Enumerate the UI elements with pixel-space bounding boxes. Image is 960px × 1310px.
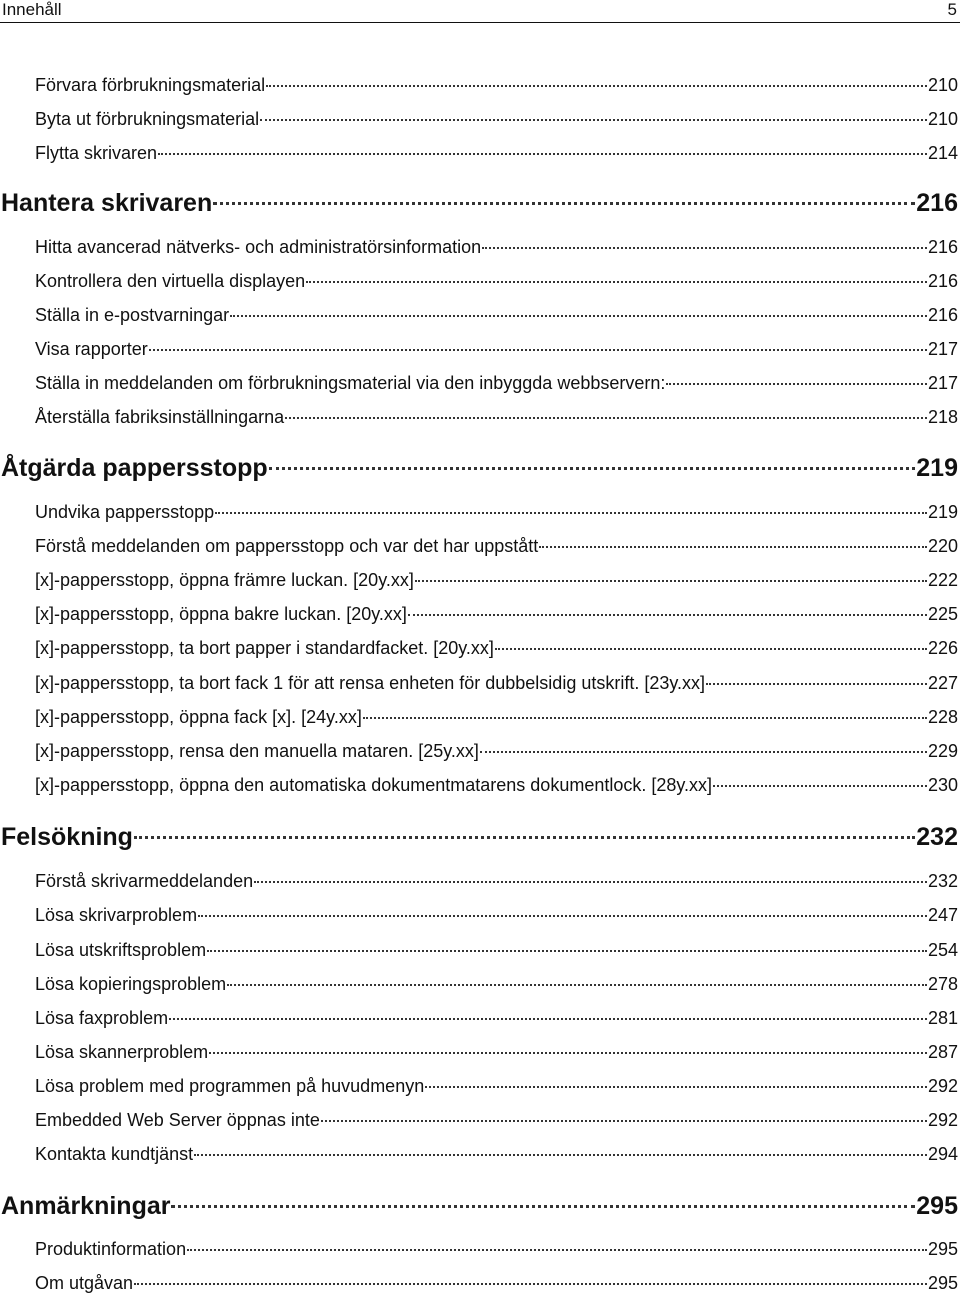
toc-entry-title: [x]‑pappersstopp, öppna bakre luckan. [20y.xx] <box>35 604 407 624</box>
toc-leader-dots <box>230 315 927 317</box>
toc-entry[interactable] <box>35 534 958 558</box>
toc-entry-title: Visa rapporter <box>35 339 148 359</box>
toc-leader-dots <box>480 751 927 753</box>
toc-entry[interactable] <box>35 405 958 429</box>
toc-entry-title: Ställa in e-postvarningar <box>35 305 230 325</box>
toc-entry-title: Undvika pappersstopp <box>35 502 215 522</box>
toc-entry-title: Om utgåvan <box>35 1273 134 1293</box>
toc-leader-dots <box>194 1154 927 1156</box>
toc-leader-dots <box>254 881 927 883</box>
toc-chapter-entry[interactable] <box>1 452 958 484</box>
toc-entry-page-number: 295 <box>927 1239 958 1259</box>
toc-entry[interactable] <box>35 903 958 927</box>
toc-leader-dots <box>207 950 927 952</box>
toc-leader-dots <box>713 785 927 787</box>
toc-leader-dots <box>149 349 927 351</box>
toc-entry-title: [x]‑pappersstopp, öppna fack [x]. [24y.xx] <box>35 707 362 727</box>
toc-entry-title: Lösa faxproblem <box>35 1008 169 1028</box>
page-header <box>0 0 960 24</box>
toc-entry[interactable] <box>35 1271 958 1295</box>
toc-entry-title: Felsökning <box>1 823 133 851</box>
toc-entry-page-number: 294 <box>927 1144 958 1164</box>
toc-leader-dots <box>306 281 927 283</box>
toc-entry-page-number: 254 <box>927 940 958 960</box>
toc-entry-title: Förvara förbrukningsmaterial <box>35 75 266 95</box>
toc-entry-title: Lösa skannerproblem <box>35 1042 209 1062</box>
toc-entry[interactable] <box>35 602 958 626</box>
toc-entry[interactable] <box>35 568 958 592</box>
header-rule <box>0 22 960 23</box>
toc-entry[interactable] <box>35 107 958 131</box>
toc-leader-dots <box>285 417 927 419</box>
toc-entry-page-number: 219 <box>927 502 958 522</box>
toc-entry-title: Embedded Web Server öppnas inte <box>35 1110 320 1130</box>
toc-entry-page-number: 278 <box>927 974 958 994</box>
toc-entry[interactable] <box>35 705 958 729</box>
toc-leader-dots <box>215 512 927 514</box>
toc-entry-title: Åtgärda pappersstopp <box>1 454 268 482</box>
toc-entry-title: Lösa problem med programmen på huvudmenyn <box>35 1076 425 1096</box>
toc-chapter-entry[interactable] <box>1 821 958 853</box>
toc-entry-title: Lösa skrivarproblem <box>35 905 198 925</box>
toc-leader-dots <box>209 1052 927 1054</box>
toc-entry[interactable] <box>35 337 958 361</box>
toc-leader-dots <box>269 467 916 470</box>
toc-leader-dots <box>363 717 927 719</box>
toc-leader-dots <box>415 580 927 582</box>
toc-entry[interactable] <box>35 1237 958 1261</box>
toc-leader-dots <box>706 683 927 685</box>
toc-entry-page-number: 214 <box>927 143 958 163</box>
header-page-number: 5 <box>947 0 957 19</box>
toc-entry-page-number: 217 <box>927 373 958 393</box>
toc-leader-dots <box>260 119 927 121</box>
toc-entry[interactable] <box>35 739 958 763</box>
toc-entry-title: Kontakta kundtjänst <box>35 1144 194 1164</box>
toc-entry-page-number: 292 <box>927 1110 958 1130</box>
toc-entry-title: Anmärkningar <box>1 1192 171 1220</box>
toc-entry[interactable] <box>35 500 958 524</box>
toc-entry-page-number: 281 <box>927 1008 958 1028</box>
toc-entry-page-number: 220 <box>927 536 958 556</box>
toc-entry-page-number: 219 <box>916 454 958 482</box>
toc-entry[interactable] <box>35 73 958 97</box>
toc-entry-title: Återställa fabriksinställningarna <box>35 407 285 427</box>
toc-leader-dots <box>495 648 927 650</box>
toc-leader-dots <box>158 153 927 155</box>
toc-entry-title: Förstå meddelanden om pappersstopp och var det har uppstått <box>35 536 539 556</box>
toc-entry-page-number: 210 <box>927 109 958 129</box>
toc-entry-page-number: 228 <box>927 707 958 727</box>
toc-leader-dots <box>266 85 927 87</box>
toc-entry-title: Lösa utskriftsproblem <box>35 940 207 960</box>
toc-entry-page-number: 225 <box>927 604 958 624</box>
toc-entry[interactable] <box>35 869 958 893</box>
toc-entry-page-number: 216 <box>916 189 958 217</box>
toc-entry-title: [x]‑pappersstopp, öppna främre luckan. [20y.xx] <box>35 570 414 590</box>
toc-leader-dots <box>134 836 915 839</box>
toc-entry-title: Ställa in meddelanden om förbrukningsmaterial via den inbyggda webbservern: <box>35 373 666 393</box>
toc-leader-dots <box>187 1249 927 1251</box>
toc-entry-title: Hantera skrivaren <box>1 189 213 217</box>
toc-entry-title: [x]‑pappersstopp, ta bort fack 1 för att rensa enheten för dubbelsidig utskrift. [23y.xx] <box>35 673 706 693</box>
toc-leader-dots <box>539 546 927 548</box>
toc-entry-title: Flytta skrivaren <box>35 143 158 163</box>
toc-entry[interactable] <box>35 235 958 259</box>
toc-entry[interactable] <box>35 972 958 996</box>
toc-entry-title: [x]‑pappersstopp, rensa den manuella mataren. [25y.xx] <box>35 741 479 761</box>
toc-entry-title: [x]‑pappersstopp, öppna den automatiska dokumentmatarens dokumentlock. [28y.xx] <box>35 775 713 795</box>
toc-entry-page-number: 218 <box>927 407 958 427</box>
toc-entry[interactable] <box>35 773 958 797</box>
toc-chapter-entry[interactable] <box>1 187 958 219</box>
toc-leader-dots <box>482 247 927 249</box>
toc-leader-dots <box>169 1018 927 1020</box>
toc-entry[interactable] <box>35 1108 958 1132</box>
toc-entry[interactable] <box>35 1006 958 1030</box>
toc-entry[interactable] <box>35 1142 958 1166</box>
toc-entry-page-number: 230 <box>927 775 958 795</box>
toc-entry-title: Kontrollera den virtuella displayen <box>35 271 306 291</box>
toc-entry-page-number: 226 <box>927 638 958 658</box>
toc-entry-page-number: 295 <box>916 1192 958 1220</box>
toc-entry-page-number: 210 <box>927 75 958 95</box>
toc-entry-title: [x]‑pappersstopp, ta bort papper i standardfacket. [20y.xx] <box>35 638 494 658</box>
toc-entry-page-number: 295 <box>927 1273 958 1293</box>
toc-leader-dots <box>171 1205 915 1208</box>
toc-entry-title: Produktinformation <box>35 1239 187 1259</box>
toc-leader-dots <box>321 1120 927 1122</box>
toc-leader-dots <box>134 1283 927 1285</box>
toc-entry-title: Lösa kopieringsproblem <box>35 974 227 994</box>
toc-entry[interactable] <box>35 938 958 962</box>
toc-entry-page-number: 232 <box>916 823 958 851</box>
toc-entry-page-number: 216 <box>927 271 958 291</box>
header-title: Innehåll <box>2 0 62 19</box>
toc-entry[interactable] <box>35 269 958 293</box>
toc-leader-dots <box>198 915 927 917</box>
toc-entry-page-number: 217 <box>927 339 958 359</box>
toc-leader-dots <box>425 1086 927 1088</box>
toc-leader-dots <box>666 383 927 385</box>
toc-entry-title: Byta ut förbrukningsmaterial <box>35 109 260 129</box>
toc-entry-page-number: 292 <box>927 1076 958 1096</box>
toc-entry[interactable] <box>35 1074 958 1098</box>
toc-entry[interactable] <box>35 141 958 165</box>
toc-entry-page-number: 287 <box>927 1042 958 1062</box>
toc-entry[interactable] <box>35 371 958 395</box>
toc-entry[interactable] <box>35 303 958 327</box>
toc-entry[interactable] <box>35 636 958 660</box>
toc-entry-page-number: 232 <box>927 871 958 891</box>
toc-entry-title: Hitta avancerad nätverks- och administratörsinformation <box>35 237 482 257</box>
toc-leader-dots <box>408 614 927 616</box>
toc-entry-page-number: 229 <box>927 741 958 761</box>
toc-leader-dots <box>227 984 927 986</box>
toc-entry-page-number: 227 <box>927 673 958 693</box>
toc-entry-page-number: 216 <box>927 305 958 325</box>
toc-entry-page-number: 216 <box>927 237 958 257</box>
toc-entry-page-number: 247 <box>927 905 958 925</box>
toc-entry[interactable] <box>35 1040 958 1064</box>
toc-entry-page-number: 222 <box>927 570 958 590</box>
toc-leader-dots <box>213 202 915 205</box>
toc-entry[interactable] <box>35 671 958 695</box>
toc-entry-title: Förstå skrivarmeddelanden <box>35 871 254 891</box>
toc-chapter-entry[interactable] <box>1 1190 958 1222</box>
